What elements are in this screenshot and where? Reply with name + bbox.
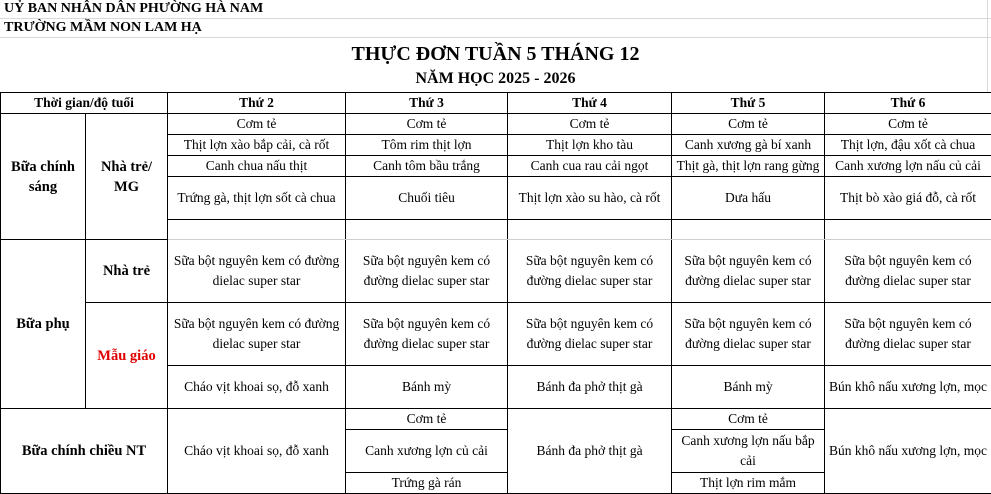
menu-cell: Sữa bột nguyên kem có đường dielac super star bbox=[508, 240, 672, 303]
menu-cell: Canh cua rau cải ngọt bbox=[508, 156, 672, 177]
school-name: TRƯỜNG MẦM NON LAM HẠ bbox=[4, 19, 202, 37]
empty-cell bbox=[508, 220, 672, 240]
menu-cell: Bánh mỳ bbox=[672, 366, 825, 409]
menu-cell: Cơm tẻ bbox=[168, 114, 346, 135]
menu-cell: Cháo vịt khoai sọ, đỗ xanh bbox=[168, 366, 346, 409]
corner-header: Thời gian/độ tuổi bbox=[1, 93, 168, 114]
page-title: THỰC ĐƠN TUẦN 5 THÁNG 12 bbox=[0, 41, 991, 67]
menu-cell: Tôm rim thịt lợn bbox=[346, 135, 508, 156]
menu-cell: Canh xương lợn nấu bắp cải bbox=[672, 430, 825, 473]
menu-cell: Thịt lợn xào bắp cải, cà rốt bbox=[168, 135, 346, 156]
menu-cell: Bún khô nấu xương lợn, mọc bbox=[825, 409, 991, 494]
menu-cell: Canh xương gà bí xanh bbox=[672, 135, 825, 156]
menu-cell: Canh tôm bầu trắng bbox=[346, 156, 508, 177]
menu-cell: Canh chua nấu thịt bbox=[168, 156, 346, 177]
menu-cell: Sữa bột nguyên kem có đường dielac super star bbox=[346, 303, 508, 366]
group-label-nt-mg: Nhà trẻ/ MG bbox=[86, 114, 168, 240]
menu-cell: Dưa hấu bbox=[672, 177, 825, 220]
menu-cell: Canh xương lợn củ cải bbox=[346, 430, 508, 473]
menu-table bbox=[0, 92, 991, 494]
menu-cell: Sữa bột nguyên kem có đường dielac super star bbox=[825, 303, 991, 366]
table-row bbox=[1, 303, 991, 366]
table-row bbox=[1, 114, 991, 135]
empty-cell bbox=[825, 220, 991, 240]
menu-cell: Sữa bột nguyên kem có đường dielac super star bbox=[508, 303, 672, 366]
meal-label-snack: Bữa phụ bbox=[1, 240, 86, 409]
meal-label-afternoon: Bữa chính chiều NT bbox=[1, 409, 168, 494]
empty-cell bbox=[672, 220, 825, 240]
day-header: Thứ 6 bbox=[825, 93, 991, 114]
table-row bbox=[1, 240, 991, 303]
menu-cell: Thịt bò xào giá đỗ, cà rốt bbox=[825, 177, 991, 220]
menu-cell: Sữa bột nguyên kem có đường dielac super star bbox=[168, 303, 346, 366]
menu-cell: Sữa bột nguyên kem có đường dielac super star bbox=[672, 240, 825, 303]
menu-cell: Sữa bột nguyên kem có đường dielac super star bbox=[346, 240, 508, 303]
menu-cell: Chuối tiêu bbox=[346, 177, 508, 220]
menu-cell: Cơm tẻ bbox=[346, 409, 508, 430]
menu-cell: Thịt lợn xào su hào, cà rốt bbox=[508, 177, 672, 220]
empty-cell bbox=[168, 220, 346, 240]
empty-cell bbox=[346, 220, 508, 240]
grid-line bbox=[0, 37, 991, 38]
menu-cell: Sữa bột nguyên kem có đường dielac super star bbox=[825, 240, 991, 303]
menu-cell: Cháo vịt khoai sọ, đỗ xanh bbox=[168, 409, 346, 494]
menu-cell: Trứng gà, thịt lợn sốt cà chua bbox=[168, 177, 346, 220]
menu-cell: Cơm tẻ bbox=[346, 114, 508, 135]
day-header: Thứ 3 bbox=[346, 93, 508, 114]
menu-cell: Cơm tẻ bbox=[672, 114, 825, 135]
day-header: Thứ 5 bbox=[672, 93, 825, 114]
table-header-row bbox=[1, 93, 991, 114]
menu-cell: Thịt gà, thịt lợn rang gừng bbox=[672, 156, 825, 177]
menu-cell: Bánh mỳ bbox=[346, 366, 508, 409]
menu-cell: Bánh đa phở thịt gà bbox=[508, 366, 672, 409]
org-name: UỶ BAN NHÂN DÂN PHƯỜNG HÀ NAM bbox=[4, 0, 263, 18]
group-label-nt: Nhà trẻ bbox=[86, 240, 168, 303]
menu-cell: Bún khô nấu xương lợn, mọc bbox=[825, 366, 991, 409]
menu-cell: Sữa bột nguyên kem có đường dielac super star bbox=[672, 303, 825, 366]
menu-cell: Cơm tẻ bbox=[825, 114, 991, 135]
menu-cell: Canh xương lợn nấu củ cải bbox=[825, 156, 991, 177]
group-label-mg: Mẫu giáo bbox=[86, 303, 168, 409]
menu-cell: Trứng gà rán bbox=[346, 473, 508, 494]
meal-label-morning: Bữa chính sáng bbox=[1, 114, 86, 240]
menu-cell: Cơm tẻ bbox=[508, 114, 672, 135]
menu-cell: Cơm tẻ bbox=[672, 409, 825, 430]
menu-cell: Thịt lợn kho tàu bbox=[508, 135, 672, 156]
menu-cell: Bánh đa phở thịt gà bbox=[508, 409, 672, 494]
menu-cell: Sữa bột nguyên kem có đường dielac super star bbox=[168, 240, 346, 303]
menu-cell: Thịt lợn, đậu xốt cà chua bbox=[825, 135, 991, 156]
day-header: Thứ 2 bbox=[168, 93, 346, 114]
day-header: Thứ 4 bbox=[508, 93, 672, 114]
menu-cell: Thịt lợn rim mắm bbox=[672, 473, 825, 494]
school-year: NĂM HỌC 2025 - 2026 bbox=[0, 68, 991, 90]
table-row bbox=[1, 409, 991, 430]
